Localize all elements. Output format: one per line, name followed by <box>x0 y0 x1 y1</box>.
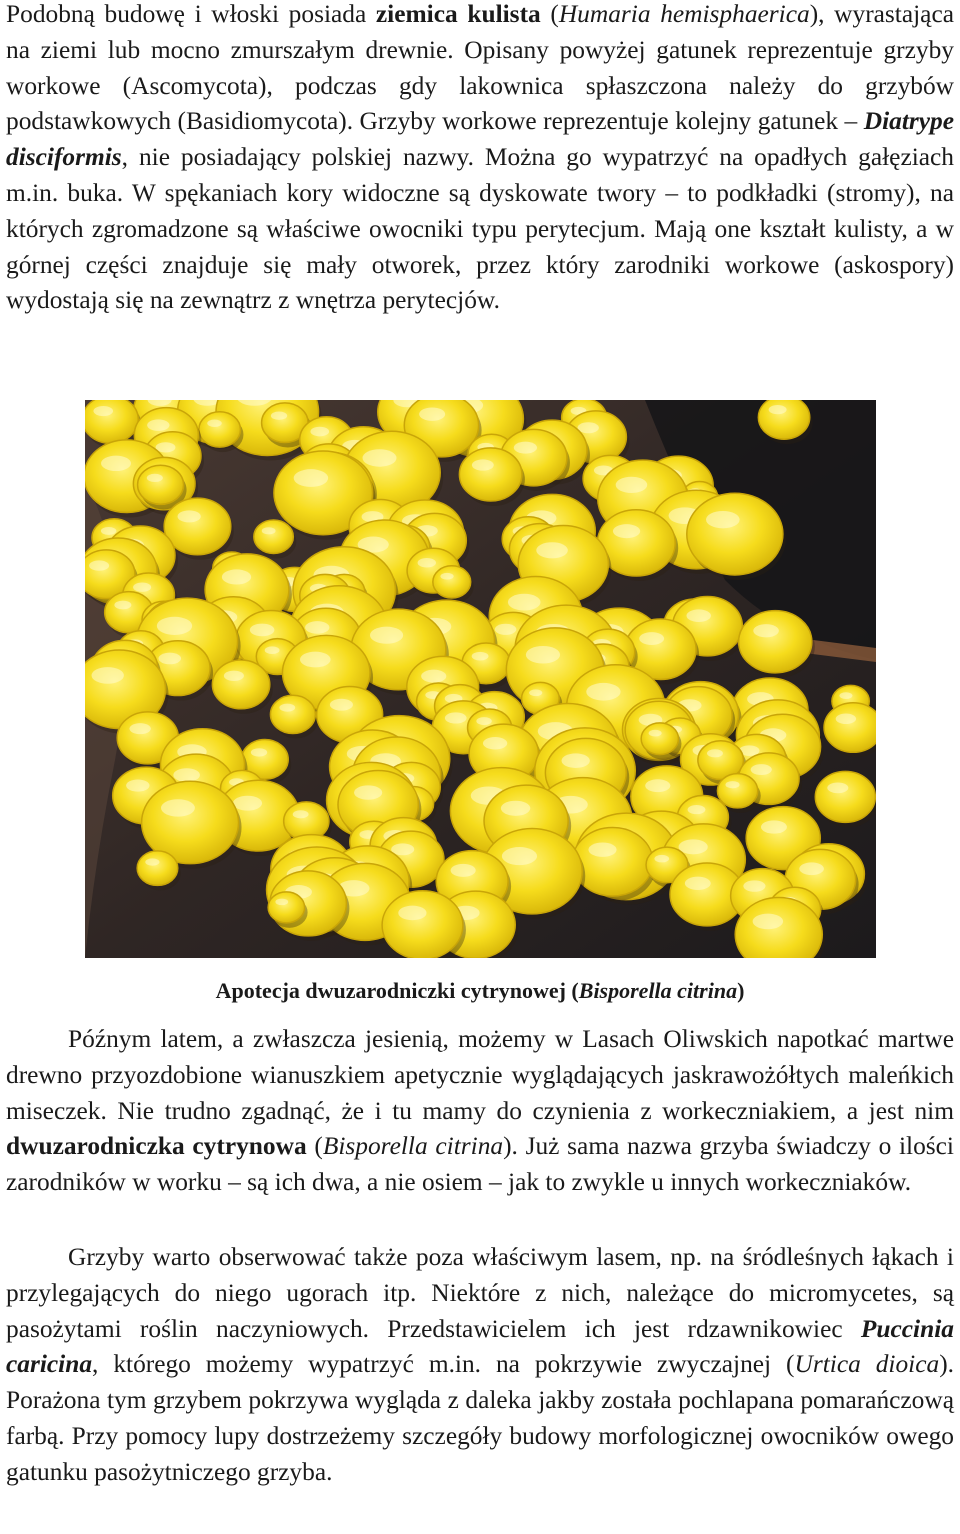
paragraph1-run: ziemica kulista <box>375 0 541 28</box>
caption-species: Bisporella citrina <box>578 978 738 1003</box>
paragraph2-run: dwuzarodniczka cytrynowa <box>6 1132 307 1161</box>
caption-close-paren: ) <box>737 978 745 1003</box>
paragraph2-run: Bisporella citrina <box>322 1132 504 1161</box>
paragraph3-run: Grzyby warto obserwować także poza właściwym lasem, np. na śródleśnych łąkach i przylegających do niego ugorach itp. Niektóre z nich, należące do micromycetes, są pasożytami roślin naczyniowych. Przedstawicielem ich jest rdzawnikowiec <box>6 1243 954 1343</box>
paragraph2-run: ). Już sama nazwa grzyba świadczy o ilości zarodników w worku – są ich dwa, a nie osiem – jak to zwykle u innych workeczniaków. <box>6 1132 954 1197</box>
paragraph3-run: ). Porażona tym grzybem pokrzywa wygląda z daleka jakby została pochlapana pomarańczową farbą. Przy pomocy lupy dostrzeżemy szczegóły budowy morfologicznej owocników owego gatunku pasożytniczego grzyba. <box>6 1350 954 1486</box>
paragraph3-run: Urtica dioica <box>794 1350 940 1379</box>
paragraph2-run: Późnym latem, a zwłaszcza jesienią, możemy w Lasach Oliwskich napotkać martwe drewno przyozdobione wianuszkiem apetycznie wyglądających jaskrawożółtych maleńkich miseczek. Nie trudno zgadnąć, że i tu mamy do czynienia z workeczniakiem, a jest nim <box>6 1025 954 1125</box>
bisporella-citrina-photo <box>85 400 876 958</box>
paragraph-diatrype <box>6 0 954 319</box>
paragraph1-run: ), wyrastająca na ziemi lub mocno zmurszałym drewnie. Opisany powyżej gatunek reprezentuje grzyby workowe (Ascomycota), podczas gdy lakownica spłaszczona należy do grzybów podstawkowych (Basidiomycota). Grzyby workowe reprezentuje kolejny gatunek – <box>6 0 954 136</box>
paragraph1-run: Humaria hemisphaerica <box>558 0 810 28</box>
paragraph-puccinia <box>6 1240 954 1491</box>
paragraph1-run: ( <box>540 0 559 28</box>
caption-text: Apotecja dwuzarodniczki cytrynowej ( <box>215 978 579 1003</box>
paragraph3-run: , którego możemy wypatrzyć m.in. na pokrzywie zwyczajnej ( <box>92 1350 795 1379</box>
paragraph2-run: ( <box>306 1132 323 1161</box>
paragraph3-run: Puccinia caricina <box>6 1314 954 1379</box>
paragraph1-run: Podobną budowę i włoski posiada <box>6 0 376 28</box>
paragraph-bisporella <box>6 1022 954 1201</box>
figure-caption <box>0 975 960 1007</box>
paragraph1-run: Diatrype disciformis <box>6 107 954 172</box>
paragraph1-run: , nie posiadający polskiej nazwy. Można go wypatrzyć na opadłych gałęziach m.in. buka. W spękaniach kory widoczne są dyskowate twory – to podkładki (stromy), na których zgromadzone są właściwe owocniki typu perytecjum. Mają one kształt kulisty, a w górnej części znajduje się mały otworek, przez który zarodniki workowe (askospory) wydostają się na zewnątrz z wnętrza perytecjów. <box>6 143 954 315</box>
